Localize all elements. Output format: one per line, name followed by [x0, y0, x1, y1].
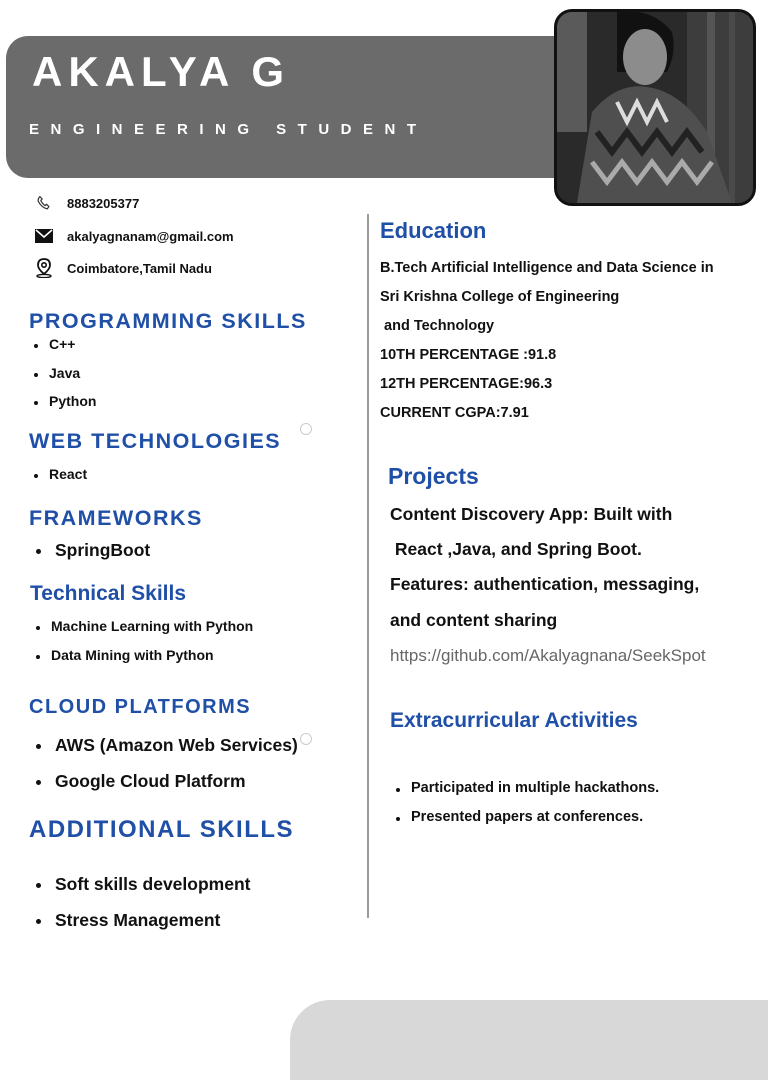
cloud-platforms-heading: CLOUD PLATFORMS [29, 696, 252, 718]
cloud-platforms-list [36, 735, 298, 807]
candidate-name: AKALYA G [32, 48, 291, 95]
technical-skills-list [36, 618, 253, 675]
location-text: Coimbatore,Tamil Nadu [67, 260, 212, 276]
additional-skills-list [36, 874, 250, 946]
education-line: CURRENT CGPA:7.91 [380, 405, 529, 421]
decorative-ring [300, 733, 312, 745]
education-line: B.Tech Artificial Intelligence and Data Science in [380, 260, 714, 276]
frameworks-list [36, 540, 150, 576]
list-item: SpringBoot [36, 540, 150, 576]
list-item: Google Cloud Platform [36, 771, 298, 807]
education-line: 10TH PERCENTAGE :91.8 [380, 347, 557, 363]
location-pin-icon [33, 257, 55, 279]
contact-phone [33, 192, 139, 214]
web-technologies-heading: WEB TECHNOLOGIES [29, 429, 282, 453]
education-line: 12TH PERCENTAGE:96.3 [380, 376, 553, 392]
phone-number: 8883205377 [67, 195, 140, 211]
email-icon [33, 225, 55, 247]
technical-skills-heading: Technical Skills [30, 582, 187, 605]
list-item: Participated in multiple hackathons. [396, 780, 659, 809]
list-item: Stress Management [36, 910, 250, 946]
education-line: and Technology [380, 318, 495, 334]
list-item: Machine Learning with Python [36, 618, 253, 647]
contact-location [33, 257, 212, 279]
column-divider [367, 214, 369, 918]
extracurricular-heading: Extracurricular Activities [390, 709, 638, 732]
project-description-line: Content Discovery App: Built with [390, 504, 673, 524]
frameworks-heading: FRAMEWORKS [29, 506, 203, 530]
list-item: AWS (Amazon Web Services) [36, 735, 298, 771]
projects-heading: Projects [388, 463, 479, 489]
list-item: React [34, 466, 87, 495]
education-line: Sri Krishna College of Engineering [380, 289, 620, 305]
extracurricular-list [396, 780, 659, 838]
list-item: C++ [34, 336, 96, 365]
phone-icon [33, 192, 55, 214]
education-heading: Education [380, 218, 487, 243]
decorative-corner-shape [290, 1000, 768, 1080]
project-description-line: Features: authentication, messaging, [390, 574, 700, 594]
additional-skills-heading: ADDITIONAL SKILLS [29, 816, 295, 843]
contact-email [33, 225, 234, 247]
programming-skills-list [34, 336, 96, 422]
profile-photo [554, 9, 756, 206]
web-technologies-list [34, 466, 87, 495]
list-item: Python [34, 393, 96, 422]
project-description-line: and content sharing [390, 610, 558, 630]
list-item: Soft skills development [36, 874, 250, 910]
decorative-ring [300, 423, 312, 435]
project-description-line: React ,Java, and Spring Boot. [390, 539, 642, 559]
list-item: Data Mining with Python [36, 647, 253, 676]
list-item: Presented papers at conferences. [396, 809, 659, 838]
programming-skills-heading: PROGRAMMING SKILLS [29, 309, 307, 333]
email-address[interactable]: akalyagnanam@gmail.com [67, 228, 234, 244]
project-github-link[interactable]: https://github.com/Akalyagnana/SeekSpot [390, 646, 706, 665]
candidate-subtitle: ENGINEERING STUDENT [29, 121, 428, 138]
list-item: Java [34, 365, 96, 394]
